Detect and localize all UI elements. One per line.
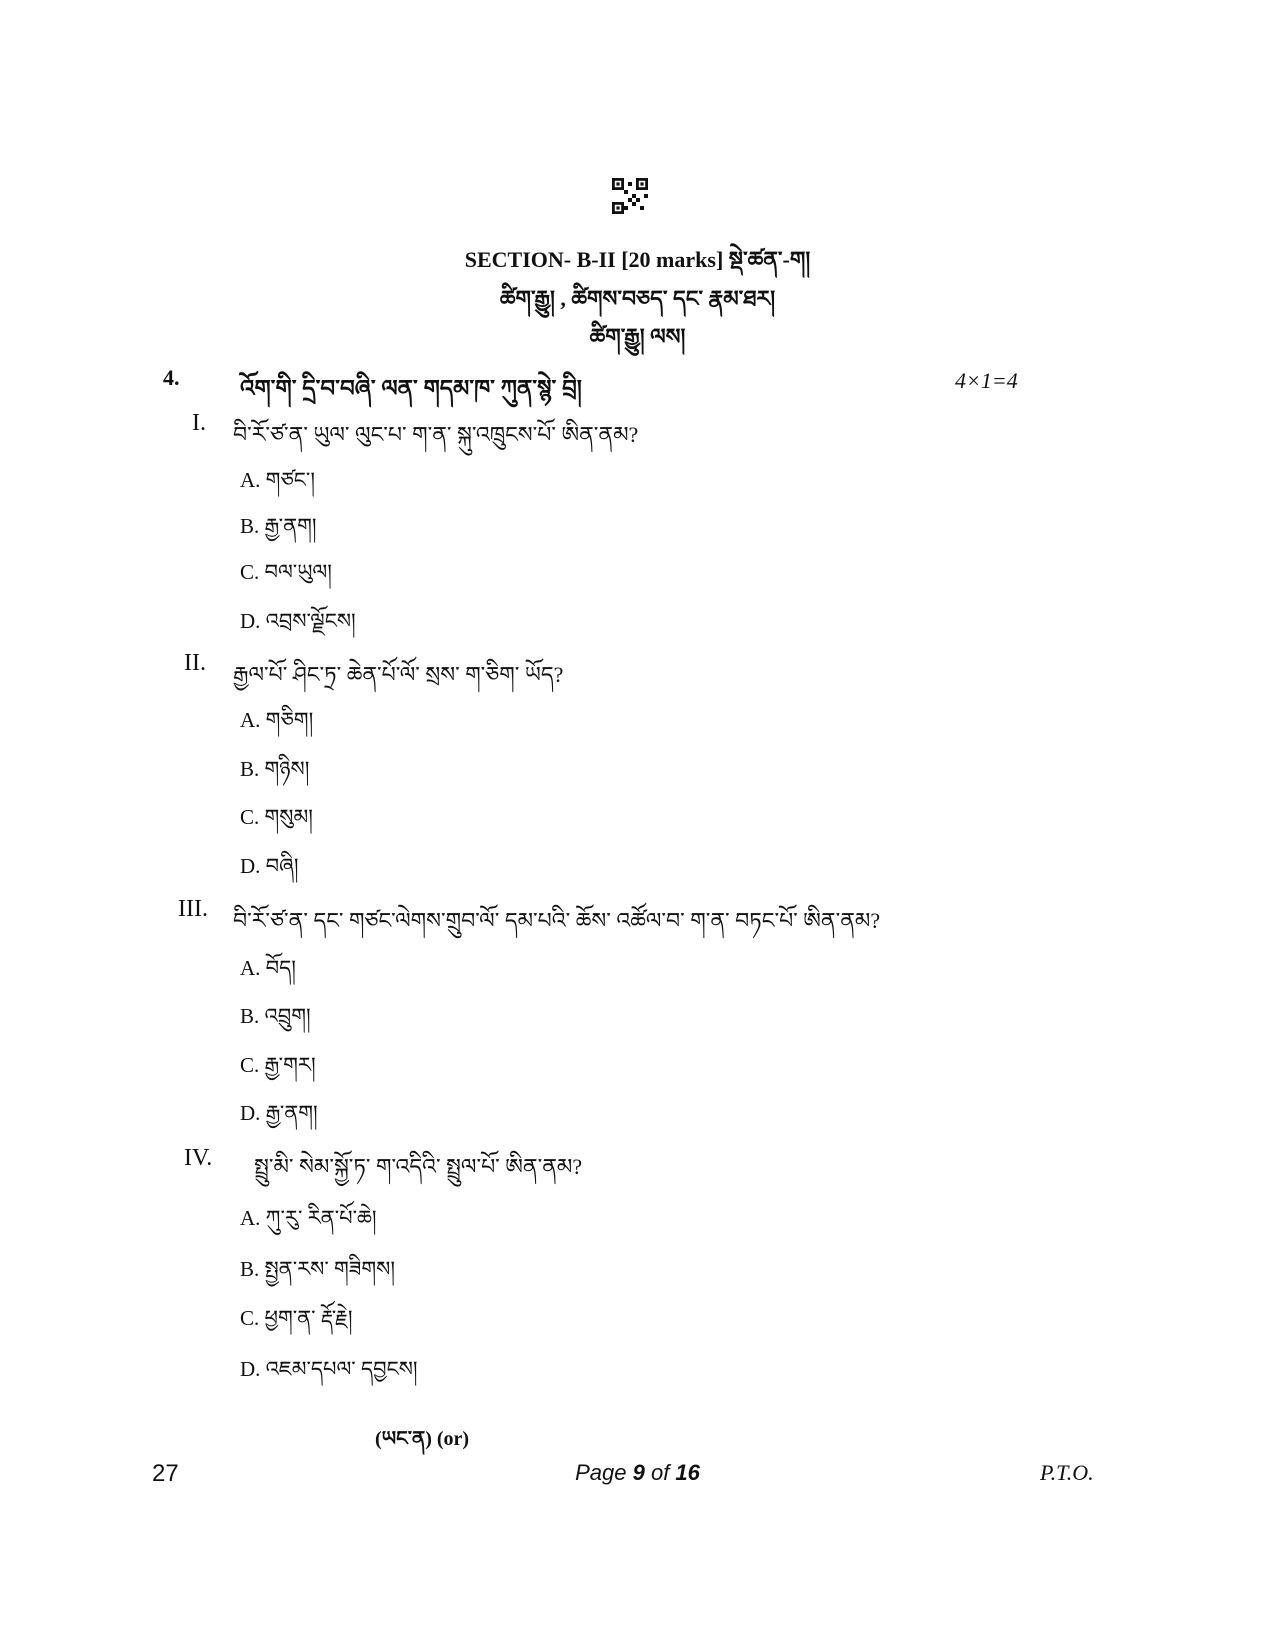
section-subtitle: ཚིག་རྒྱུ། , ཚིགས་བཅད་ དང་ རྣམ་ཐར། <box>499 286 776 311</box>
option-a: A. གཅིག། <box>240 708 314 732</box>
page-current: 9 <box>632 1460 645 1485</box>
question-marks: 4×1=4 <box>955 368 1018 393</box>
paper-code: 27 <box>152 1460 179 1487</box>
option-d: D. འཇམ་དཔལ་ དབྱངས། <box>240 1357 418 1381</box>
page-of: of <box>644 1460 676 1485</box>
option-a: A. བོད། <box>240 956 296 980</box>
option-c: C. རྒྱ་གར། <box>240 1053 316 1077</box>
subquestion-text: བི་རོ་ཙ་ན་ ཡུལ་ ལུང་པ་ ག་ན་ སྐུ་འཁྲུངས་པོ་ ཨིན་ནམ? <box>233 422 639 447</box>
option-c: C. གསུམ། <box>240 805 313 829</box>
option-a: A. གཙང་། <box>240 468 315 492</box>
or-separator: (ཡང་ན) (or) <box>375 1428 470 1450</box>
qr-code-icon <box>612 178 648 214</box>
section-title: SECTION- B-II [20 marks] སྡེ་ཚན་-ག། <box>464 247 811 272</box>
subquestion-number: IV. <box>184 1145 213 1171</box>
option-c: C. བལ་ཡུལ། <box>240 560 332 584</box>
option-c: C. ཕྱག་ན་ རྡོ་རྗེ། <box>240 1306 353 1330</box>
option-b: B. འབྲུག། <box>240 1004 311 1028</box>
option-b: B. གཉིས། <box>240 757 310 781</box>
pto-label: P.T.O. <box>1040 1460 1094 1485</box>
option-b: B. སྤྱན་རས་ གཟིགས། <box>240 1257 396 1281</box>
subquestion-text: སྤྲུ་མི་ སེམ་སྐྱོ་ཏ་ ག་འདིའི་ སྤྲུལ་པོ་ ཨིན་ནམ? <box>254 1154 583 1179</box>
subquestion-text: རྒྱལ་པོ་ ཤིང་ཏྲ་ ཆེན་པོ་ལོ་ སྲས་ ག་ཅིག་ ཡོད? <box>233 662 564 687</box>
option-a: A. ཀུ་རུ་ རིན་པོ་ཆེ། <box>240 1206 377 1230</box>
section-subtitle-secondary: ཚིག་རྒྱུ། ལས། <box>589 324 686 349</box>
subquestion-text: བི་རོ་ཙ་ན་ དང་ གཙང་ལེགས་གྲུབ་ལོ་ དམ་པའི་ ཆོས་ འཚོལ་བ་ ག་ན་ བཏང་པོ་ ཨིན་ནམ? <box>233 908 881 933</box>
question-number: 4. <box>163 365 180 390</box>
subquestion-number: I. <box>192 410 206 436</box>
option-b: B. རྒྱ་ནག། <box>240 514 317 538</box>
subquestion-number: II. <box>184 650 206 676</box>
page-prefix: Page <box>575 1460 633 1485</box>
page-total: 16 <box>675 1460 700 1485</box>
option-d: D. བཞི། <box>240 854 299 878</box>
option-d: D. རྒྱ་ནག། <box>240 1101 318 1125</box>
option-d: D. འབྲས་ལྗོངས། <box>240 609 356 633</box>
subquestion-number: III. <box>178 896 208 922</box>
question-instruction: འོག་གི་ དྲི་བ་བཞི་ ལན་ གདམ་ཁ་ ཀུན་སྙེ་ བྲི། <box>240 376 582 401</box>
